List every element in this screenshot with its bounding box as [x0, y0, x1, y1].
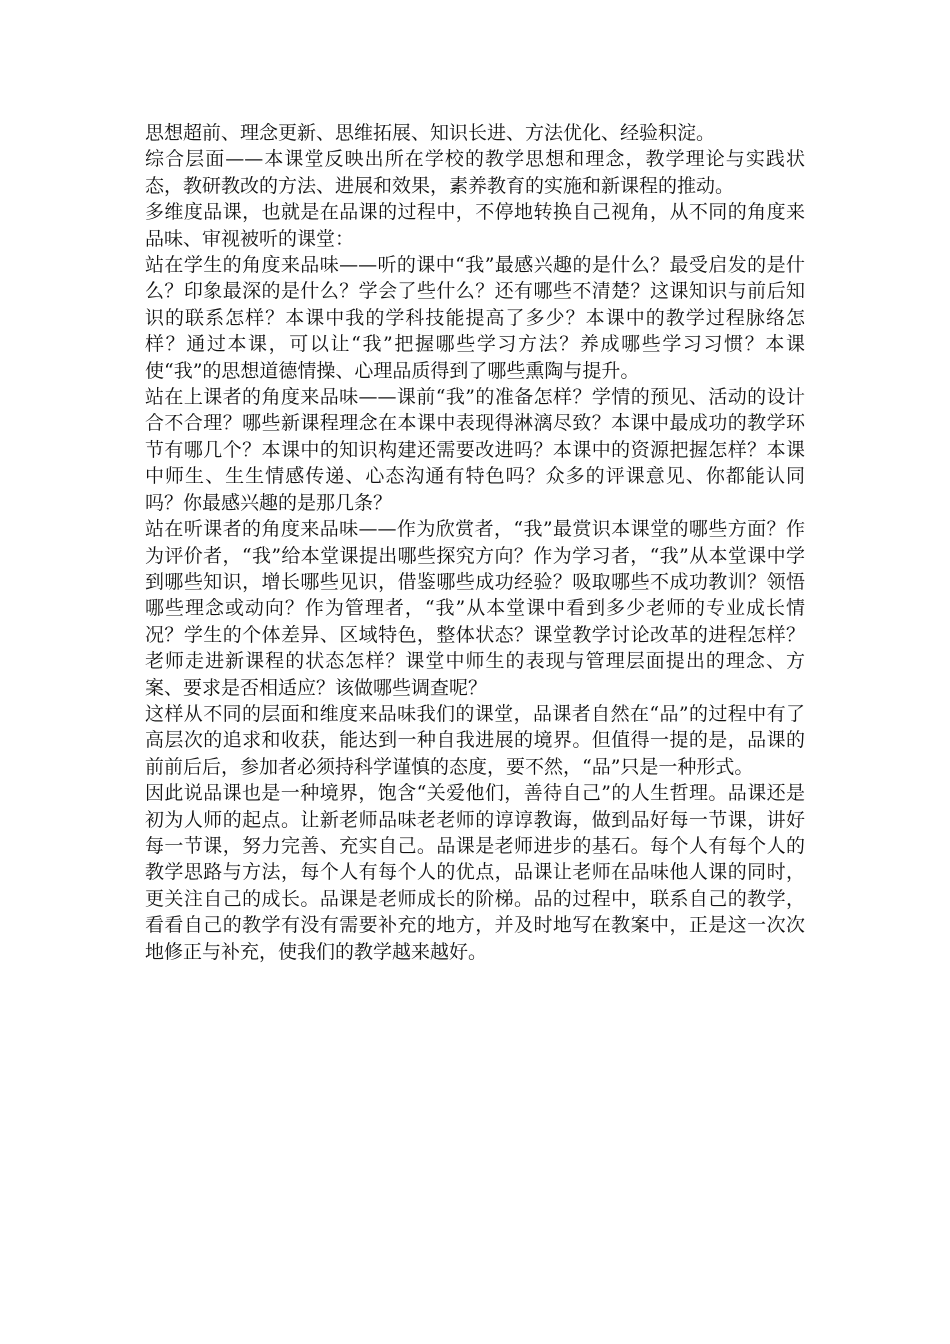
paragraph-conclusion: 这样从不同的层面和维度来品味我们的课堂，品课者自然在“品”的过程中有了高层次的追求和收获，能达到一种自我进展的境界。但值得一提的是，品课的前前后后，参加者必须持科学谨慎的态度，要不然，“品”只是一种形式。	[145, 702, 805, 778]
paragraph-summary-line: 思想超前、理念更新、思维拓展、知识长进、方法优化、经验积淀。	[145, 122, 716, 144]
paragraph-realm: 因此说品课也是一种境界，饱含“关爱他们，善待自己”的人生哲理。品课还是初为人师的起点。让新老师品味老老师的谆谆教诲，做到品好每一节课，讲好每一节课，努力完善、充实自己。品课是老师进步的基石。每个人有每个人的教学思路与方法，每个人有每个人的优点，品课让老师在品味他人课的同时，更关注自己的成长。品课是老师成长的阶梯。品的过程中，联系自己的教学，看看自己的教学有没有需要补充的地方，并及时地写在教案中，正是这一次次地修正与补充，使我们的教学越来越好。	[145, 782, 805, 963]
paragraph-multi-dimension: 多维度品课，也就是在品课的过程中，不停地转换自己视角，从不同的角度来品味、审视被听的课堂：	[145, 201, 805, 250]
paragraph-teacher-perspective: 站在上课者的角度来品味——课前“我”的准备怎样？学情的预见、活动的设计合不合理？哪些新课程理念在本课中表现得淋漓尽致？本课中最成功的教学环节有哪几个？本课中的知识构建还需要改进吗？本课中的资源把握怎样？本课中师生、生生情感传递、心态沟通有特色吗？众多的评课意见、你都能认同吗？你最感兴趣的是那几条？	[145, 386, 805, 514]
document-body	[145, 120, 805, 965]
paragraph-student-perspective: 站在学生的角度来品味——听的课中“我”最感兴趣的是什么？最受启发的是什么？印象最深的是什么？学会了些什么？还有哪些不清楚？这课知识与前后知识的联系怎样？本课中我的学科技能提高了多少？本课中的教学过程脉络怎样？通过本课，可以让“我”把握哪些学习方法？养成哪些学习习惯？本课使“我”的思想道德情操、心理品质得到了哪些熏陶与提升。	[145, 254, 805, 382]
paragraph-comprehensive-level: 综合层面——本课堂反映出所在学校的教学思想和理念，教学理论与实践状态，教研教改的方法、进展和效果，素养教育的实施和新课程的推动。	[145, 148, 805, 197]
paragraph-observer-perspective: 站在听课者的角度来品味——作为欣赏者，“我”最赏识本课堂的哪些方面？作为评价者，“我”给本堂课提出哪些探究方向？作为学习者，“我”从本堂课中学到哪些知识，增长哪些见识，借鉴哪些成功经验？吸取哪些不成功教训？领悟哪些理念或动向？作为管理者，“我”从本堂课中看到多少老师的专业成长情况？学生的个体差异、区域特色，整体状态？课堂教学讨论改革的进程怎样？老师走进新课程的状态怎样？课堂中师生的表现与管理层面提出的理念、方案、要求是否相适应？该做哪些调查呢？	[145, 518, 805, 699]
